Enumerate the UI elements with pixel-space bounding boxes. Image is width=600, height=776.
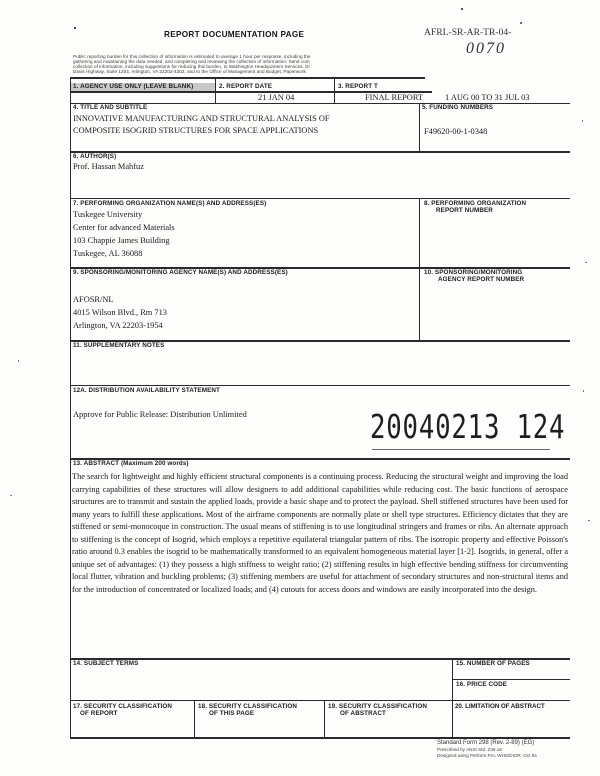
scan-speck	[461, 8, 463, 10]
performing-report-label-2: REPORT NUMBER	[436, 207, 493, 214]
class-report-label-2: OF REPORT	[80, 710, 118, 717]
report-date-value: 21 JAN 04	[258, 93, 295, 102]
title-label: 4. TITLE AND SUBTITLE	[73, 104, 148, 111]
rule-row11	[70, 700, 570, 701]
performing-org-line-4: Tuskegee, AL 36088	[73, 249, 143, 258]
agency-use-label: 1. AGENCY USE ONLY (LEAVE BLANK)	[73, 83, 194, 90]
scan-speck	[18, 360, 19, 362]
rule-left	[70, 77, 71, 738]
burden-line-2: gathering and maintaining the data needed, and completing and reviewing the collection of information. Send com	[73, 59, 310, 64]
rule-row4	[70, 198, 570, 199]
author-label: 6. AUTHOR(S)	[73, 153, 117, 160]
sponsoring-report-label-2: AGENCY REPORT NUMBER	[438, 276, 525, 283]
rule-row7	[70, 385, 570, 386]
funding-value: F49620-00-1-0348	[424, 127, 488, 136]
scan-speck	[582, 120, 583, 122]
num-pages-label: 15. NUMBER OF PAGES	[456, 660, 530, 667]
rule-col-18	[324, 700, 325, 738]
distribution-label: 12A. DISTRIBUTION AVAILABILITY STATEMENT	[73, 387, 220, 394]
supplementary-label: 11. SUPPLEMENTARY NOTES	[73, 342, 165, 349]
performing-org-line-2: Center for advanced Materials	[73, 223, 175, 232]
sponsoring-report-label-1: 10. SPONSORING/MONITORING	[424, 269, 523, 276]
rule-col-type	[334, 78, 335, 104]
scan-speck	[585, 262, 587, 263]
burden-line-1: Public reporting burden for this collection of information is estimated to average 1 hour per response, including the	[73, 54, 311, 59]
performing-org-label: 7. PERFORMING ORGANIZATION NAME(S) AND ADDRESS(ES)	[73, 200, 267, 207]
subject-terms-label: 14. SUBJECT TERMS	[73, 660, 139, 667]
scan-speck	[10, 495, 12, 496]
report-type-label: 3. REPORT T	[338, 83, 378, 90]
scan-speck	[74, 27, 76, 29]
rule-col-right-top	[419, 103, 420, 152]
scan-speck	[588, 520, 590, 521]
footer-form-number: Standard Form 298 (Rev. 2-89) (EG)	[437, 740, 535, 746]
burden-line-3: collection of information, including suggestions for reducing this burden, to Washington Headquarters Services. Di	[73, 64, 310, 69]
form-title: REPORT DOCUMENTATION PAGE	[164, 30, 305, 39]
rule-col-right-bot	[452, 658, 453, 738]
rule-col-right-mid	[419, 198, 420, 341]
sponsoring-agency-label: 9. SPONSORING/MONITORING AGENCY NAME(S) AND ADDRESS(ES)	[73, 269, 288, 276]
class-abstract-label-1: 19. SECURITY CLASSIFICATION	[328, 703, 428, 710]
stamp-code: AFRL-SR-AR-TR-04-	[424, 27, 512, 38]
limitation-label: 20. LIMITATION OF ABSTRACT	[455, 703, 545, 710]
rule-bottom	[70, 737, 570, 739]
rule-col-date	[215, 78, 216, 104]
accession-number: 20040213 124	[370, 407, 566, 446]
class-report-label-1: 17. SECURITY CLASSIFICATION	[73, 703, 173, 710]
class-page-label-2: OF THIS PAGE	[209, 710, 255, 717]
performing-org-line-3: 103 Chappie James Building	[73, 236, 170, 245]
scan-speck	[583, 390, 584, 392]
sponsoring-agency-line-2: 4015 Wilson Blvd., Rm 713	[73, 308, 167, 317]
report-type-value: FINAL REPORT	[365, 93, 424, 102]
sponsoring-agency-line-1: AFOSR/NL	[73, 295, 114, 304]
footer-prescribed: Prescribed by ANSI Std. Z39.18	[437, 747, 502, 752]
burden-line-4: Davis Highway, Suite 1204, Arlington, VA 22202-4302, and to the Office of Management and Budget, Paperwork	[73, 69, 306, 74]
report-date-label: 2. REPORT DATE	[219, 83, 273, 90]
funding-label: 5. FUNDING NUMBERS	[422, 104, 494, 111]
abstract-label: 13. ABSTRACT (Maximum 200 words)	[73, 460, 189, 467]
footer-designed: Designed using Perform Pro, WHS/DIOR, Oct 94	[437, 753, 537, 758]
performing-org-line-1: Tuskegee University	[73, 210, 143, 219]
title-line-2: COMPOSITE ISOGRID STRUCTURES FOR SPACE APPLICATIONS	[73, 126, 319, 135]
scan-speck	[520, 22, 522, 24]
rule-col-17	[194, 700, 195, 738]
accession-underline	[372, 449, 550, 450]
rule-row10	[452, 679, 570, 680]
price-code-label: 16. PRICE CODE	[456, 681, 508, 688]
distribution-value: Approve for Public Release: Distribution Unlimited	[73, 410, 247, 419]
class-page-label-1: 18. SECURITY CLASSIFICATION	[198, 703, 298, 710]
performing-report-label-1: 8. PERFORMING ORGANIZATION	[424, 200, 527, 207]
author-value: Prof. Hassan Mahfuz	[73, 162, 144, 171]
class-abstract-label-2: OF ABSTRACT	[340, 710, 386, 717]
rule-row3	[70, 151, 570, 153]
sponsoring-agency-line-3: Arlington, VA 22203-1954	[73, 321, 163, 330]
stamp-number: 0070	[466, 40, 506, 57]
rule-top	[70, 77, 425, 79]
report-dates-value: 1 AUG 00 TO 31 JUL 03	[445, 93, 530, 102]
title-line-1: INNOVATIVE MANUFACTURING AND STRUCTURAL ANALYSIS OF	[73, 114, 330, 123]
abstract-text: The search for lightweight and highly efficient structural components is a continuing process. Reducing the structural weight and improving the load carrying capabilities of these structures will allow designers to add additional capabilities while reducing cost. The basic functions of aerospace structures are to transmit and sustain the applied loads, provide a basic shape and to protect the payload. Shell stiffened structures have been used for many years to fulfill these applications. Most of the airframe components are normally plate or shell type structures. Efficiency dictates that they are stiffened or semi-monocoque in construction. The usual means of stiffening is to use longitudinal stringers and frames or ribs. An alternate approach to stiffening is the concept of Isogrid, which employs a repetitive equilateral triangular pattern of ribs. The isotropic property and effective Poisson's ratio around 0.3 enables the isogrid to be mathematically transformed to an equivalent homogeneous material layer [1-2]. Isogrids, in general, offer a unique set of advantages: (1) they possess a high stiffness to weight ratio; (2) stiffening results in high effective bending stiffness for circumventing local flutter, vibration and buckling problems; (3) stiffening members are useful for attachment of secondary structures and non-structural items and for the introduction of concentrated or localized loads; and (4) cutouts for access doors and windows are easily incorporated into the design.	[72, 472, 568, 594]
